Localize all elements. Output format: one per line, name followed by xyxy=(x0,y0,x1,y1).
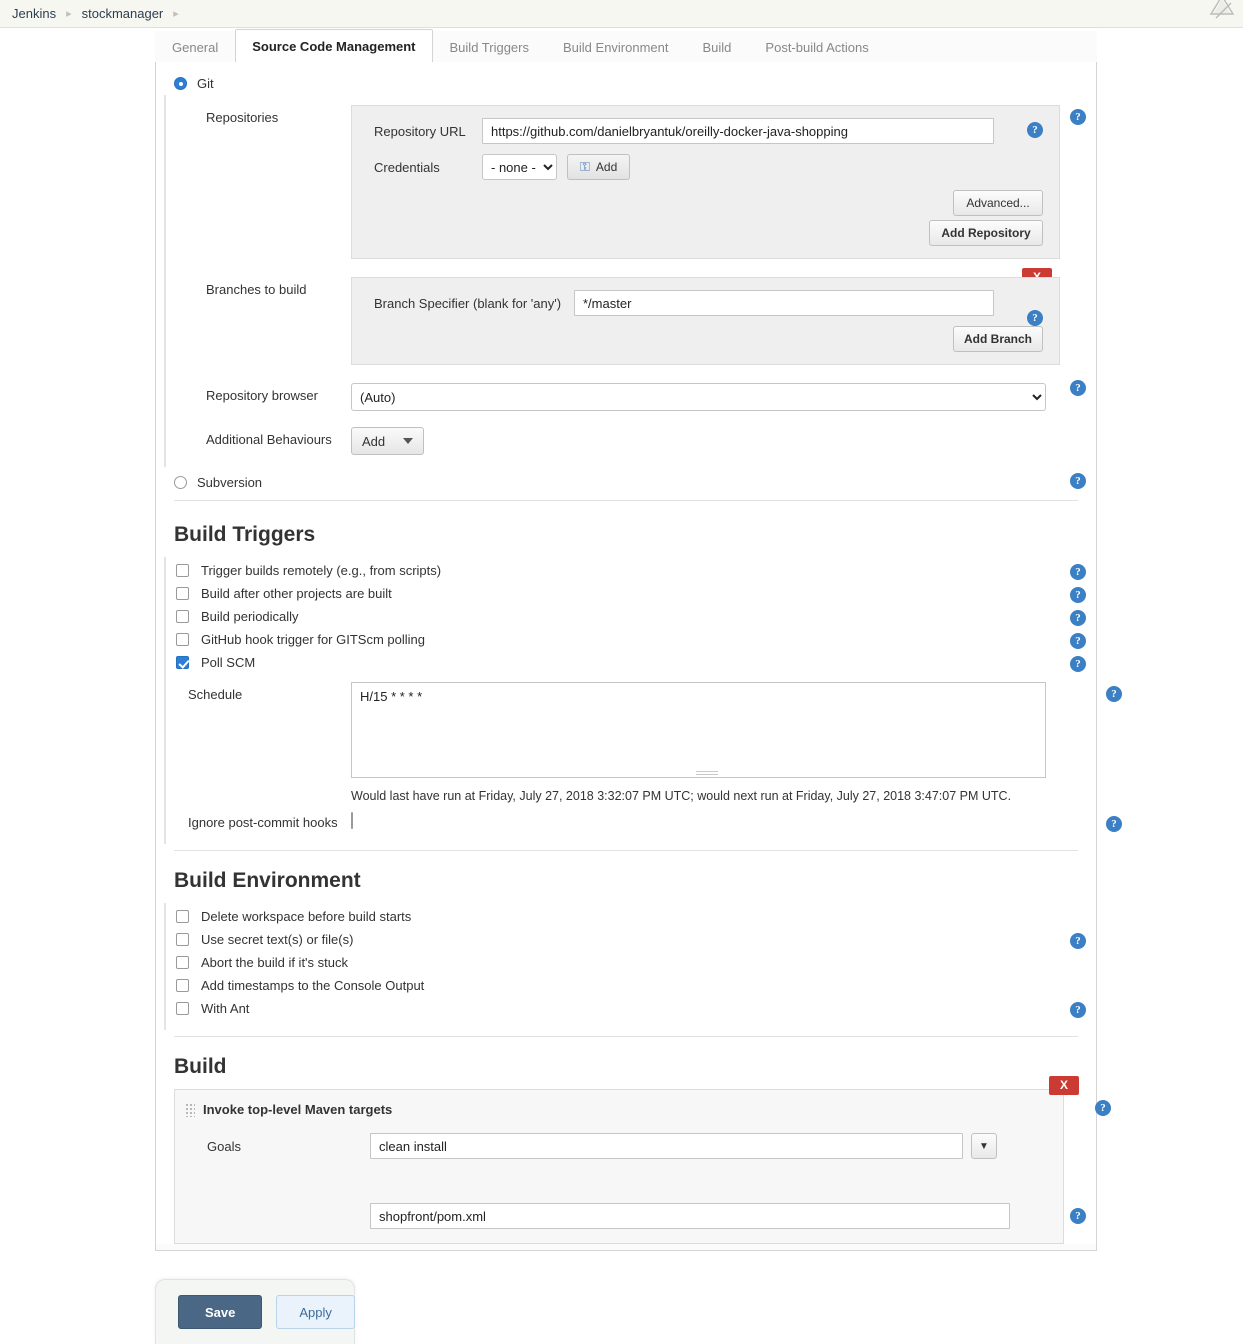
env-delete-workspace-row[interactable] xyxy=(166,905,1096,928)
add-credentials-label: Add xyxy=(595,160,618,174)
checkbox-ignore-post-commit-hooks[interactable] xyxy=(351,812,353,829)
trigger-after-projects-row[interactable] xyxy=(166,582,1096,605)
add-behaviour-button[interactable] xyxy=(351,427,424,455)
goals-row xyxy=(185,1129,1053,1163)
checkbox-trigger-builds-remotely[interactable] xyxy=(176,564,189,577)
branch-specifier-label: Branch Specifier (blank for 'any') xyxy=(374,295,562,311)
build-triggers-title: Build Triggers xyxy=(174,523,316,546)
env-abort-stuck-row[interactable] xyxy=(166,951,1096,974)
repositories-label: Repositories xyxy=(206,110,279,125)
radio-subversion[interactable] xyxy=(174,476,187,489)
pom-input[interactable] xyxy=(370,1203,1010,1229)
breadcrumb-item-jenkins[interactable]: Jenkins xyxy=(12,6,57,21)
apply-button[interactable]: Apply xyxy=(276,1295,355,1329)
trigger-periodically-row[interactable] xyxy=(166,605,1096,628)
breadcrumb-separator-icon-2: ▸ xyxy=(173,8,179,20)
help-icon-branch-specifier[interactable]: ? xyxy=(1027,310,1043,326)
schedule-row xyxy=(166,674,1117,807)
add-repository-row xyxy=(374,220,1043,246)
help-icon-repositories[interactable]: ? xyxy=(1070,109,1086,125)
scm-subversion-label: Subversion xyxy=(197,475,263,490)
env-timestamps-label: Add timestamps to the Console Output xyxy=(201,978,425,993)
repositories-row xyxy=(166,101,1096,263)
add-behaviour-label: Add xyxy=(362,433,386,449)
env-with-ant-row[interactable] xyxy=(166,997,1096,1020)
checkbox-build-after-other-projects[interactable] xyxy=(176,587,189,600)
help-icon-build-after-projects[interactable]: ? xyxy=(1070,587,1086,603)
help-icon-repository-browser[interactable]: ? xyxy=(1070,380,1086,396)
checkbox-poll-scm[interactable] xyxy=(176,656,189,669)
goals-label: Goals xyxy=(207,1138,241,1154)
help-icon-poll-scm[interactable]: ? xyxy=(1070,656,1086,672)
build-title: Build xyxy=(174,1055,227,1078)
radio-git[interactable] xyxy=(174,77,187,90)
help-icon-schedule[interactable]: ? xyxy=(1106,686,1122,702)
checkbox-abort-if-stuck[interactable] xyxy=(176,956,189,969)
repository-browser-row xyxy=(166,369,1096,415)
checkbox-use-secret-text[interactable] xyxy=(176,933,189,946)
repository-browser-select[interactable] xyxy=(351,383,1046,411)
tab-general[interactable]: General xyxy=(172,40,219,55)
help-icon-secret-text[interactable]: ? xyxy=(1070,933,1086,949)
ignore-hooks-row xyxy=(166,807,1117,834)
additional-behaviours-label: Additional Behaviours xyxy=(206,432,332,447)
pom-row xyxy=(185,1163,1081,1233)
jenkins-logo-icon xyxy=(1207,0,1237,22)
maven-step-header xyxy=(185,1098,1053,1129)
repository-browser-label: Repository browser xyxy=(206,388,318,403)
credentials-row xyxy=(374,154,1043,180)
build-triggers-section xyxy=(156,505,1117,851)
help-icon-build-periodically[interactable]: ? xyxy=(1070,610,1086,626)
scm-git-label: Git xyxy=(197,76,214,91)
env-abort-stuck-label: Abort the build if it's stuck xyxy=(201,955,348,970)
repository-url-input[interactable] xyxy=(482,118,994,144)
checkbox-with-ant[interactable] xyxy=(176,1002,189,1015)
divider xyxy=(174,500,1078,501)
tab-build-triggers[interactable]: Build Triggers xyxy=(449,40,529,55)
build-triggers-body xyxy=(164,557,1117,844)
branch-specifier-row xyxy=(374,290,1043,324)
help-icon-repository-url[interactable]: ? xyxy=(1027,122,1043,138)
save-button[interactable]: Save xyxy=(178,1295,262,1329)
help-icon-subversion[interactable]: ? xyxy=(1070,473,1086,489)
scm-section xyxy=(156,62,1096,505)
maven-step-title: Invoke top-level Maven targets xyxy=(203,1102,393,1117)
scm-option-subversion[interactable] xyxy=(156,467,1096,494)
credentials-select[interactable] xyxy=(482,154,557,180)
build-section xyxy=(156,1037,1106,1244)
credentials-label: Credentials xyxy=(374,159,440,175)
trigger-remote-label: Trigger builds remotely (e.g., from scripts) xyxy=(201,563,442,578)
env-timestamps-row[interactable] xyxy=(166,974,1096,997)
breadcrumb-separator-icon: ▸ xyxy=(66,8,72,20)
chevron-down-icon xyxy=(403,438,413,444)
build-environment-title: Build Environment xyxy=(174,869,361,892)
drag-handle-icon[interactable] xyxy=(185,1103,195,1117)
delete-build-step-button[interactable]: X xyxy=(1049,1076,1079,1095)
goals-dropdown-button[interactable]: ▼ xyxy=(971,1133,997,1159)
schedule-hint: Would last have run at Friday, July 27, 2018 3:32:07 PM UTC; would next run at Friday, July 27, 2018 3:47:07 PM UTC. xyxy=(351,789,1012,803)
key-icon: ⚿ xyxy=(580,159,590,174)
env-with-ant-label: With Ant xyxy=(201,1001,250,1016)
trigger-github-hook-label: GitHub hook trigger for GITScm polling xyxy=(201,632,425,647)
branch-specifier-input[interactable] xyxy=(574,290,994,316)
git-settings xyxy=(164,95,1096,467)
maven-build-step xyxy=(174,1078,1106,1244)
goals-input[interactable] xyxy=(370,1133,963,1159)
trigger-periodically-label: Build periodically xyxy=(201,609,299,624)
build-environment-body xyxy=(164,903,1096,1030)
help-icon-trigger-remote[interactable]: ? xyxy=(1070,564,1086,580)
help-icon-pom[interactable]: ? xyxy=(1070,1208,1086,1224)
branches-label: Branches to build xyxy=(206,282,307,297)
help-icon-ignore-hooks[interactable]: ? xyxy=(1106,816,1122,832)
checkbox-add-timestamps[interactable] xyxy=(176,979,189,992)
breadcrumb xyxy=(0,0,1243,28)
repository-subpanel xyxy=(351,105,1060,259)
trigger-after-projects-label: Build after other projects are built xyxy=(201,586,392,601)
add-branch-row xyxy=(374,326,1043,352)
breadcrumb-item-stockmanager[interactable]: stockmanager xyxy=(81,6,164,21)
config-panel xyxy=(155,62,1117,1251)
tab-post-build-actions[interactable]: Post-build Actions xyxy=(765,40,869,55)
env-secret-text-row[interactable] xyxy=(166,928,1096,951)
repository-url-row xyxy=(374,118,1043,144)
form-action-bar xyxy=(155,1279,355,1344)
add-branch-button[interactable]: Add Branch xyxy=(953,326,1043,352)
env-secret-text-label: Use secret text(s) or file(s) xyxy=(201,932,354,947)
advanced-button[interactable]: Advanced... xyxy=(953,190,1043,216)
branches-row xyxy=(166,263,1096,369)
tab-build[interactable]: Build xyxy=(702,40,732,55)
help-icon-maven-step[interactable]: ? xyxy=(1095,1100,1111,1116)
add-repository-button[interactable]: Add Repository xyxy=(929,220,1043,246)
branch-subpanel xyxy=(351,277,1060,365)
checkbox-delete-workspace[interactable] xyxy=(176,910,189,923)
tab-source-code-management[interactable]: Source Code Management xyxy=(235,29,432,63)
env-delete-workspace-label: Delete workspace before build starts xyxy=(201,909,412,924)
schedule-label: Schedule xyxy=(188,687,243,702)
advanced-row xyxy=(374,190,1043,216)
repository-url-label: Repository URL xyxy=(374,123,466,139)
additional-behaviours-row xyxy=(166,415,1096,459)
trigger-poll-scm-label: Poll SCM xyxy=(201,655,256,670)
trigger-remote-row[interactable] xyxy=(166,559,1096,582)
help-icon-with-ant[interactable]: ? xyxy=(1070,1002,1086,1018)
scm-option-git[interactable] xyxy=(156,72,1096,95)
config-tabs xyxy=(155,31,1097,63)
checkbox-build-periodically[interactable] xyxy=(176,610,189,623)
checkbox-github-hook-trigger[interactable] xyxy=(176,633,189,646)
add-credentials-button[interactable] xyxy=(567,154,630,180)
help-icon-github-hook[interactable]: ? xyxy=(1070,633,1086,649)
textarea-resize-handle[interactable] xyxy=(696,771,718,775)
trigger-poll-scm-row[interactable] xyxy=(166,651,1096,674)
ignore-hooks-label: Ignore post-commit hooks xyxy=(188,815,338,830)
trigger-github-hook-row[interactable] xyxy=(166,628,1096,651)
build-environment-section xyxy=(156,851,1096,1037)
tab-build-environment[interactable]: Build Environment xyxy=(563,40,669,55)
schedule-textarea[interactable] xyxy=(351,682,1046,778)
